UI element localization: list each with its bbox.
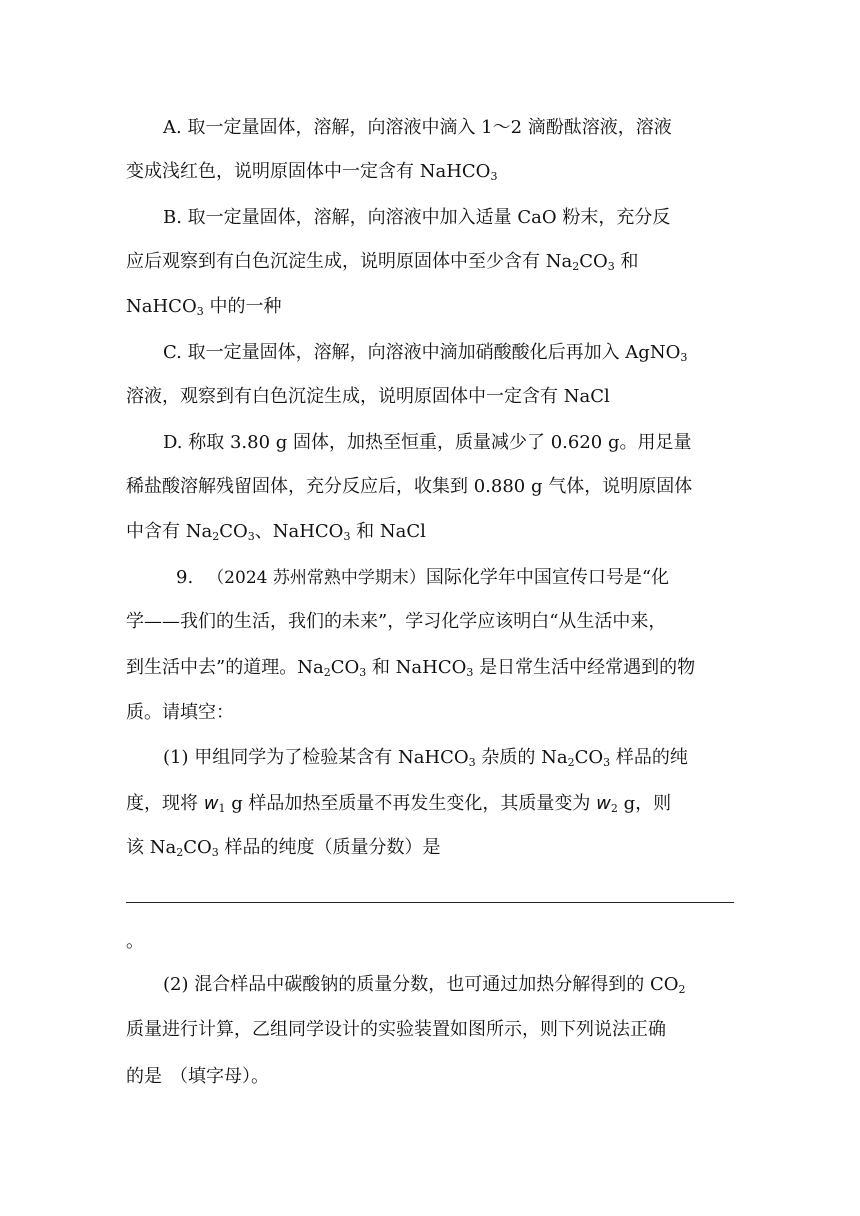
- question-9-line-4: 质。请填空：: [126, 702, 234, 723]
- part-1-line-2: 度，现将 $w_1$ g 样品加热至质量不再发生变化，其质量变为 $w_2$ g，则: [126, 793, 672, 815]
- part-2-line-1: (2) 混合样品中碳酸钠的质量分数，也可通过加热分解得到的 $CO_2$: [163, 974, 686, 996]
- option-a-line-1: A. 取一定量固体，溶解，向溶液中滴入 1～2 滴酚酞溶液，溶液: [163, 117, 672, 138]
- question-9-line-1: 9. （2024 苏州常熟中学期末）国际化学年中国宣传口号是“化: [176, 567, 670, 588]
- part-2-line-2: 质量进行计算，乙组同学设计的实验装置如图所示，则下列说法正确: [126, 1019, 666, 1040]
- option-b-line-2: 应后观察到有白色沉淀生成，说明原固体中至少含有 $Na_2CO_3$ 和: [126, 251, 639, 273]
- variable-w2: w: [596, 793, 611, 814]
- option-d-line-1: D. 称取 3.80 g 固体，加热至恒重，质量减少了 0.620 g。用足量: [163, 432, 692, 453]
- option-a-line-2: 变成浅红色，说明原固体中一定含有 NaHCO$_3$: [126, 161, 498, 183]
- part-2-line-3: 的是 （填字母）。: [126, 1066, 269, 1087]
- question-9-line-2: 学——我们的生活，我们的未来”，学习化学应该明白“从生活中来，: [126, 611, 667, 632]
- question-9-line-3: 到生活中去”的道理。$Na_2CO_3$ 和 NaHCO$_3$ 是日常生活中经常遇到的物: [126, 657, 696, 679]
- option-c-line-2: 溶液，观察到有白色沉淀生成，说明原固体中一定含有 NaCl: [126, 386, 610, 407]
- option-d-line-3: 中含有 $Na_2CO_3$、NaHCO$_3$ 和 NaCl: [126, 521, 426, 543]
- part-1-line-3: 该 $Na_2CO_3$ 样品的纯度（质量分数）是: [126, 837, 441, 859]
- question-number: 9.: [176, 567, 194, 588]
- option-d-line-2: 稀盐酸溶解残留固体，充分反应后，收集到 0.880 g 气体，说明原固体: [126, 476, 693, 497]
- question-source: （2024 苏州常熟中学期末）: [207, 568, 426, 588]
- part-1-line-1: (1) 甲组同学为了检验某含有 NaHCO$_3$ 杂质的 $Na_2CO_3$ 样品的纯: [163, 747, 688, 769]
- answer-blank-line-1[interactable]: [126, 902, 734, 903]
- option-c-line-1: C. 取一定量固体，溶解，向溶液中滴加硝酸酸化后再加入 AgNO$_3$: [163, 342, 688, 364]
- option-b-line-3: NaHCO$_3$ 中的一种: [126, 296, 282, 318]
- option-b-line-1: B. 取一定量固体，溶解，向溶液中加入适量 CaO 粉末，充分反: [163, 207, 671, 228]
- variable-w1: w: [203, 793, 219, 814]
- part-1-end-mark: 。: [126, 931, 144, 952]
